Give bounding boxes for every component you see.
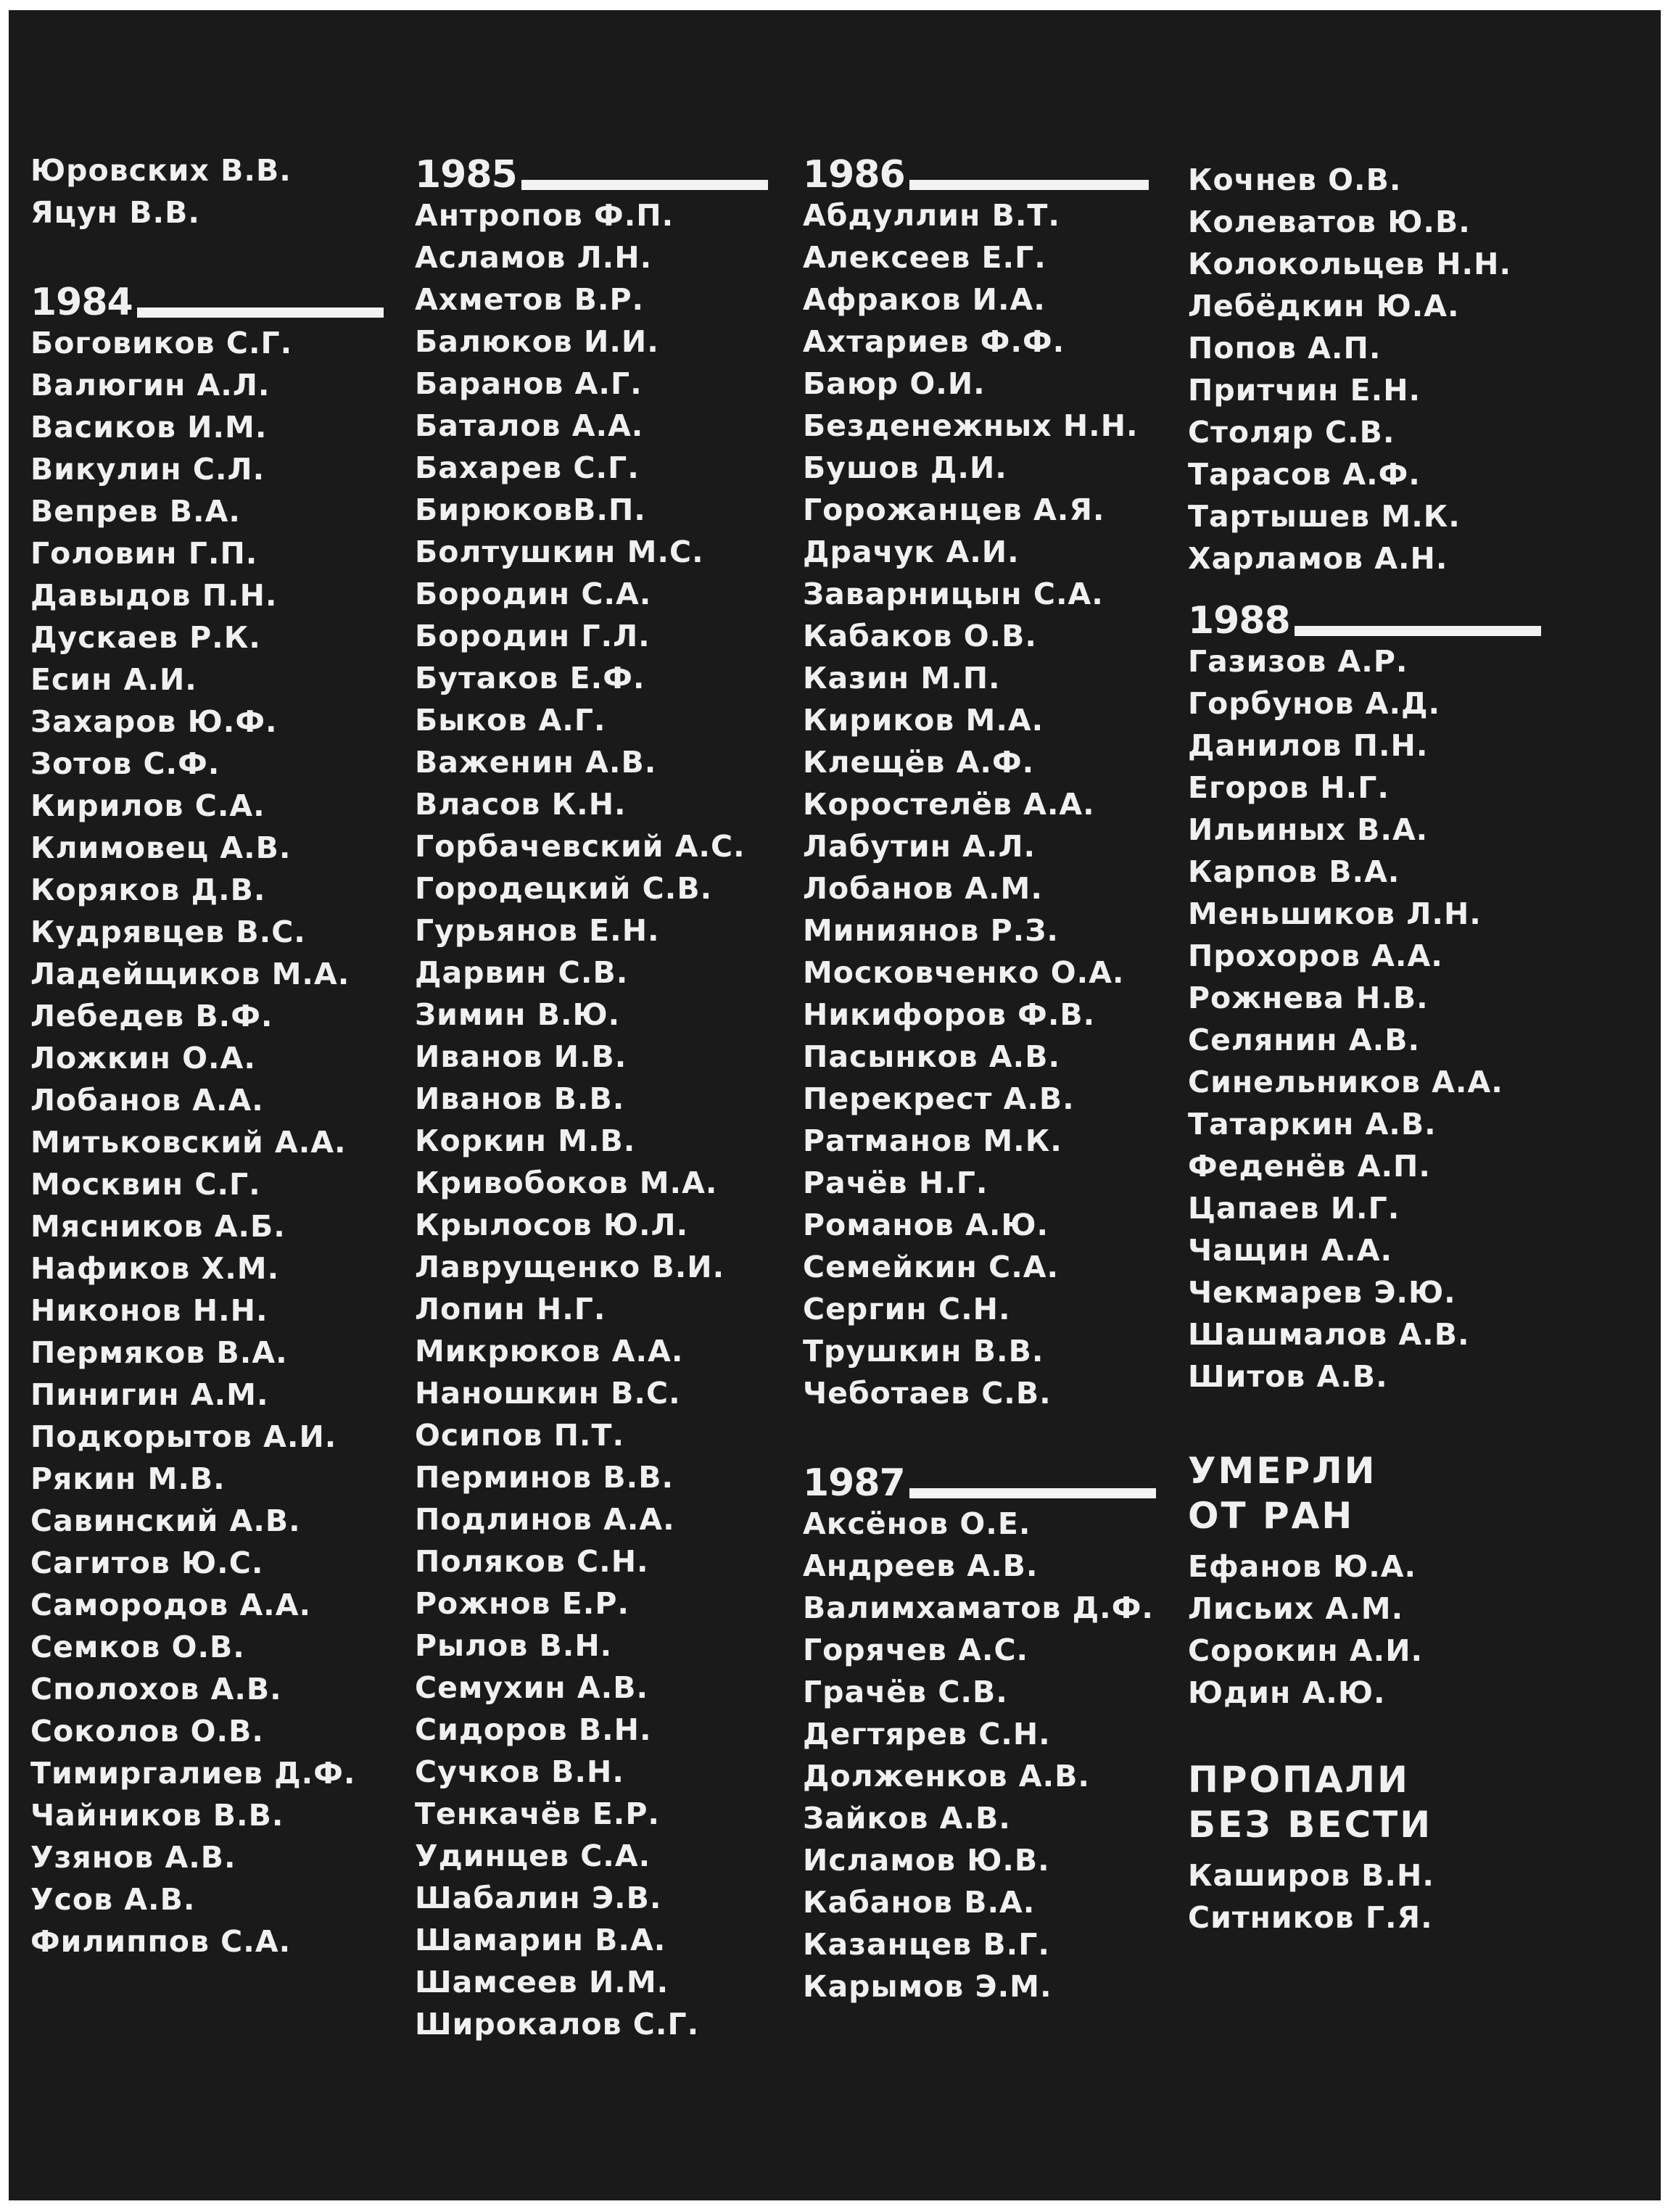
- name-entry: Селянин А.В.: [1188, 1023, 1421, 1057]
- name-entry: Подкорытов А.И.: [30, 1419, 337, 1454]
- name-entry: Нафиков Х.М.: [30, 1251, 280, 1286]
- name-entry: Городецкий С.В.: [415, 871, 713, 906]
- name-entry: Рякин М.В.: [30, 1461, 226, 1496]
- name-entry: Сагитов Ю.С.: [30, 1545, 264, 1580]
- name-entry: Соколов О.В.: [30, 1714, 264, 1749]
- name-entry: Никифоров Ф.В.: [803, 997, 1096, 1032]
- name-entry: Семков О.В.: [30, 1630, 245, 1664]
- name-entry: Грачёв С.В.: [803, 1675, 1008, 1709]
- name-entry: Балюков И.И.: [415, 324, 659, 359]
- year-label: 1986: [803, 153, 905, 197]
- name-entry: Безденежных Н.Н.: [803, 408, 1139, 443]
- year-underline: [909, 1488, 1156, 1498]
- name-list-1984: [30, 322, 408, 1963]
- name-entry: Лисьих А.М.: [1188, 1591, 1404, 1626]
- name-entry: Асламов Л.Н.: [415, 240, 653, 275]
- name-entry: Поляков С.Н.: [415, 1544, 649, 1579]
- name-entry: Казанцев В.Г.: [803, 1927, 1050, 1962]
- name-entry: Пинигин А.М.: [30, 1377, 269, 1412]
- name-entry: Осипов П.Т.: [415, 1418, 625, 1453]
- name-list-died-of-wounds: [1188, 1545, 1565, 1714]
- column-4: [1188, 159, 1565, 1939]
- column-1: [30, 149, 408, 1963]
- name-entry: Шамсеев И.М.: [415, 1965, 669, 2000]
- name-entry: Казин М.П.: [803, 661, 1001, 696]
- year-underline: [521, 180, 768, 190]
- name-entry: Иванов В.В.: [415, 1081, 625, 1116]
- name-entry: Егоров Н.Г.: [1188, 770, 1390, 805]
- name-entry: Заварницын С.А.: [803, 577, 1104, 611]
- name-entry: Тенкачёв Е.Р.: [415, 1796, 660, 1831]
- name-list-missing-in-action: [1188, 1854, 1565, 1939]
- year-label: 1984: [30, 281, 133, 324]
- name-entry: Абдуллин В.Т.: [803, 198, 1060, 233]
- name-entry: Коростелёв А.А.: [803, 787, 1095, 822]
- name-entry: Рачёв Н.Г.: [803, 1165, 988, 1200]
- name-entry: Ладейщиков М.А.: [30, 957, 350, 991]
- name-entry: Широкалов С.Г.: [415, 2007, 700, 2042]
- name-entry: Зимин В.Ю.: [415, 997, 621, 1032]
- name-entry: Узянов А.В.: [30, 1840, 236, 1875]
- name-entry: Чеботаев С.В.: [803, 1376, 1052, 1411]
- name-entry: Валюгин А.Л.: [30, 368, 271, 403]
- name-entry: Удинцев С.А.: [415, 1838, 651, 1873]
- name-entry: Притчин Е.Н.: [1188, 373, 1421, 408]
- name-entry: Сергин С.Н.: [803, 1292, 1011, 1326]
- name-entry: Шабалин Э.В.: [415, 1881, 662, 1915]
- name-entry: Лебёдкин Ю.А.: [1188, 289, 1460, 323]
- name-entry: Бородин С.А.: [415, 577, 652, 611]
- name-entry: Валимхаматов Д.Ф.: [803, 1590, 1154, 1625]
- name-entry: Власов К.Н.: [415, 787, 627, 822]
- name-entry: Яцун В.В.: [30, 195, 200, 230]
- name-entry: Чекмарев Э.Ю.: [1188, 1275, 1456, 1310]
- died-of-wounds-heading-line-1: УМЕРЛИ: [1188, 1450, 1377, 1492]
- name-entry: Захаров Ю.Ф.: [30, 704, 278, 739]
- name-entry: Кирилов С.А.: [30, 788, 265, 823]
- name-entry: Давыдов П.Н.: [30, 578, 278, 613]
- name-entry: Никонов Н.Н.: [30, 1293, 268, 1328]
- name-entry: Карымов Э.М.: [803, 1969, 1052, 2004]
- name-entry: Драчук А.И.: [803, 535, 1020, 569]
- name-entry: Аксёнов О.Е.: [803, 1506, 1031, 1541]
- year-label: 1988: [1188, 599, 1290, 643]
- name-entry: Коркин М.В.: [415, 1123, 636, 1158]
- name-entry: Филиппов С.А.: [30, 1924, 292, 1959]
- name-entry: Афраков И.А.: [803, 282, 1046, 317]
- name-entry: Ситников Г.Я.: [1188, 1900, 1433, 1935]
- name-entry: Важенин А.В.: [415, 745, 657, 780]
- name-entry: Колокольцев Н.Н.: [1188, 247, 1512, 281]
- name-entry: Семейкин С.А.: [803, 1250, 1060, 1284]
- name-entry: Гурьянов Е.Н.: [415, 913, 660, 948]
- name-entry: Данилов П.Н.: [1188, 728, 1429, 763]
- name-entry: Мясников А.Б.: [30, 1209, 286, 1244]
- name-entry: Татаркин А.В.: [1188, 1107, 1437, 1142]
- missing-in-action-heading-line-1: ПРОПАЛИ: [1188, 1759, 1410, 1801]
- name-entry: Климовец А.В.: [30, 830, 292, 865]
- name-entry: Газизов А.Р.: [1188, 644, 1408, 679]
- year-header-1984: [30, 277, 408, 322]
- name-entry: Сидоров В.Н.: [415, 1712, 652, 1747]
- name-entry: Коряков Д.В.: [30, 872, 266, 907]
- name-entry: Сорокин А.И.: [1188, 1633, 1424, 1668]
- name-entry: Дускаев Р.К.: [30, 620, 261, 655]
- name-entry: Пермяков В.А.: [30, 1335, 288, 1370]
- died-of-wounds-heading-line-2: ОТ РАН: [1188, 1495, 1355, 1537]
- name-entry: Карпов В.А.: [1188, 854, 1400, 889]
- name-entry: Горячев А.С.: [803, 1633, 1029, 1667]
- name-entry: Ложкин О.А.: [30, 1041, 256, 1076]
- name-entry: Исламов Ю.В.: [803, 1843, 1050, 1878]
- name-entry: Рожнов Е.Р.: [415, 1586, 629, 1621]
- name-entry: Лобанов А.А.: [30, 1083, 264, 1118]
- name-entry: Попов А.П.: [1188, 331, 1382, 366]
- name-entry: Иванов И.В.: [415, 1039, 627, 1074]
- name-entry: Подлинов А.А.: [415, 1502, 675, 1537]
- name-entry: Трушкин В.В.: [803, 1334, 1044, 1369]
- name-entry: Боговиков С.Г.: [30, 326, 293, 360]
- name-entry: Лаврущенко В.И.: [415, 1250, 725, 1284]
- name-entry: Ахметов В.Р.: [415, 282, 645, 317]
- name-entry: Перминов В.В.: [415, 1460, 674, 1495]
- name-entry: Москвин С.Г.: [30, 1167, 261, 1202]
- name-entry: Викулин С.Л.: [30, 452, 265, 487]
- year-underline: [1295, 626, 1541, 636]
- name-entry: Зайков А.В.: [803, 1801, 1011, 1836]
- name-entry: Баюр О.И.: [803, 366, 986, 401]
- name-entry: Цапаев И.Г.: [1188, 1191, 1400, 1226]
- name-entry: Сучков В.Н.: [415, 1754, 624, 1789]
- name-entry: Усов А.В.: [30, 1882, 196, 1917]
- name-list-top: [30, 149, 408, 234]
- name-entry: Митьковский А.А.: [30, 1125, 347, 1160]
- name-entry: Горбачевский А.С.: [415, 829, 746, 864]
- name-entry: Быков А.Г.: [415, 703, 606, 738]
- name-entry: Вепрев В.А.: [30, 494, 241, 529]
- name-entry: Юдин А.Ю.: [1188, 1675, 1386, 1710]
- name-entry: Миниянов Р.З.: [803, 913, 1059, 948]
- name-entry: Баранов А.Г.: [415, 366, 643, 401]
- name-entry: Чащин А.А.: [1188, 1233, 1393, 1268]
- name-list-1988: [1188, 640, 1565, 1398]
- name-entry: Бахарев С.Г.: [415, 450, 640, 485]
- name-entry: Алексеев Е.Г.: [803, 240, 1046, 275]
- name-entry: Наношкин В.С.: [415, 1376, 681, 1411]
- name-entry: Ефанов Ю.А.: [1188, 1549, 1417, 1584]
- name-entry: Дарвин С.В.: [415, 955, 629, 990]
- name-entry: Тарасов А.Ф.: [1188, 457, 1421, 492]
- name-entry: Савинский А.В.: [30, 1503, 301, 1538]
- year-underline: [909, 180, 1149, 190]
- name-list-1985: [415, 194, 792, 2045]
- name-entry: Горожанцев А.Я.: [803, 492, 1105, 527]
- name-entry: Ильиных В.А.: [1188, 812, 1429, 847]
- name-entry: Лабутин А.Л.: [803, 829, 1036, 864]
- name-entry: Тимиргалиев Д.Ф.: [30, 1756, 356, 1791]
- name-entry: Синельников А.А.: [1188, 1065, 1503, 1099]
- name-entry: Московченко О.А.: [803, 955, 1125, 990]
- name-entry: Дегтярев С.Н.: [803, 1717, 1051, 1751]
- name-entry: Бушов Д.И.: [803, 450, 1007, 485]
- name-entry: Харламов А.Н.: [1188, 541, 1448, 576]
- name-entry: Лебедев В.Ф.: [30, 999, 273, 1033]
- name-entry: Головин Г.П.: [30, 536, 258, 571]
- year-underline: [137, 308, 384, 318]
- name-entry: Рожнева Н.В.: [1188, 981, 1429, 1015]
- name-entry: Шамарин В.А.: [415, 1923, 666, 1957]
- year-label: 1987: [803, 1461, 905, 1505]
- name-list-1986: [803, 194, 1180, 1414]
- name-entry: Андреев А.В.: [803, 1548, 1039, 1583]
- name-entry: Кривобоков М.А.: [415, 1165, 718, 1200]
- name-entry: Кириков М.А.: [803, 703, 1044, 738]
- missing-in-action-heading-line-2: БЕЗ ВЕСТИ: [1188, 1804, 1433, 1846]
- year-header-1986: [803, 149, 1180, 197]
- year-header-1985: [415, 149, 792, 197]
- name-entry: Феденёв А.П.: [1188, 1149, 1431, 1184]
- name-entry: Горбунов А.Д.: [1188, 686, 1441, 721]
- name-entry: Кудрявцев В.С.: [30, 915, 306, 949]
- name-entry: Юровских В.В.: [30, 153, 292, 188]
- year-label: 1985: [415, 153, 517, 197]
- name-entry: Лопин Н.Г.: [415, 1292, 606, 1326]
- name-entry: Чайников В.В.: [30, 1798, 284, 1833]
- name-entry: Баталов А.А.: [415, 408, 644, 443]
- name-entry: Тартышев М.К.: [1188, 499, 1461, 534]
- year-header-1988: [1188, 595, 1565, 643]
- name-entry: Зотов С.Ф.: [30, 746, 220, 781]
- name-entry: Кабаков О.В.: [803, 619, 1037, 653]
- year-header-1987: [803, 1458, 1180, 1503]
- name-entry: Кочнев О.В.: [1188, 162, 1402, 197]
- name-entry: Крылосов Ю.Л.: [415, 1208, 689, 1242]
- name-entry: Самородов А.А.: [30, 1588, 312, 1622]
- name-entry: Меньшиков Л.Н.: [1188, 896, 1482, 931]
- name-entry: Столяр С.В.: [1188, 415, 1395, 450]
- name-entry: Есин А.И.: [30, 662, 197, 697]
- name-entry: Кабанов В.А.: [803, 1885, 1036, 1920]
- name-entry: Сполохов А.В.: [30, 1672, 282, 1707]
- name-entry: Васиков И.М.: [30, 410, 268, 445]
- name-list-1987: [803, 1503, 1180, 2007]
- name-list-1987-continued: [1188, 159, 1565, 579]
- name-entry: Колеватов Ю.В.: [1188, 205, 1471, 239]
- name-entry: Шашмалов А.В.: [1188, 1317, 1470, 1352]
- column-3: [803, 149, 1180, 2007]
- name-entry: Ахтариев Ф.Ф.: [803, 324, 1065, 359]
- name-entry: Микрюков А.А.: [415, 1334, 684, 1369]
- name-entry: Бутаков Е.Ф.: [415, 661, 645, 696]
- name-entry: Ратманов М.К.: [803, 1123, 1062, 1158]
- name-entry: БирюковВ.П.: [415, 492, 646, 527]
- name-entry: Пасынков А.В.: [803, 1039, 1061, 1074]
- name-entry: Антропов Ф.П.: [415, 198, 674, 233]
- name-entry: Прохоров А.А.: [1188, 938, 1443, 973]
- name-entry: Лобанов А.М.: [803, 871, 1043, 906]
- name-entry: Шитов А.В.: [1188, 1359, 1388, 1394]
- name-entry: Перекрест А.В.: [803, 1081, 1075, 1116]
- name-entry: Романов А.Ю.: [803, 1208, 1049, 1242]
- memorial-panel: [9, 10, 1661, 2200]
- name-entry: Клещёв А.Ф.: [803, 745, 1035, 780]
- name-entry: Каширов В.Н.: [1188, 1858, 1434, 1893]
- name-entry: Рылов В.Н.: [415, 1628, 613, 1663]
- name-entry: Долженков А.В.: [803, 1759, 1090, 1794]
- column-2: [415, 149, 792, 2045]
- name-entry: Болтушкин М.С.: [415, 535, 704, 569]
- name-entry: Семухин А.В.: [415, 1670, 649, 1705]
- name-entry: Бородин Г.Л.: [415, 619, 651, 653]
